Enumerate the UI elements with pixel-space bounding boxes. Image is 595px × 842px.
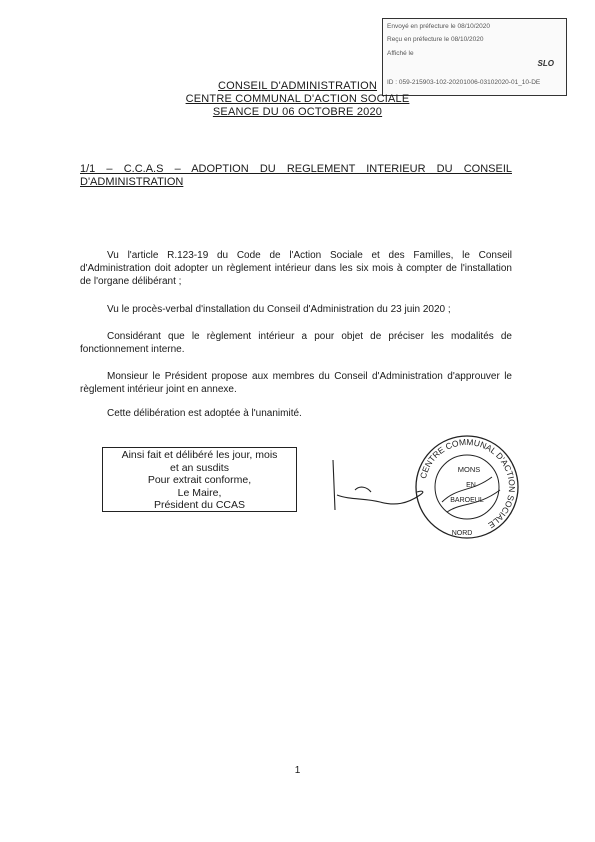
signature-block	[102, 447, 297, 512]
stamp-sent-line: Envoyé en préfecture le 08/10/2020	[387, 23, 490, 30]
header-ccas: CENTRE COMMUNAL D'ACTION SOCIALE	[185, 93, 410, 105]
seal-baroeul: BAROEUL	[450, 497, 484, 504]
stamp-received-line: Reçu en préfecture le 08/10/2020	[387, 36, 484, 43]
header-session-date: SEANCE DU 06 OCTOBRE 2020	[212, 106, 383, 118]
signature-line-5: Président du CCAS	[153, 499, 246, 511]
header-council: CONSEIL D'ADMINISTRATION	[217, 80, 378, 92]
seal-en: EN	[466, 482, 476, 489]
paragraph-proposal: Monsieur le Président propose aux membres du Conseil d'Administration d'approuver le règlement intérieur joint en annexe.	[80, 371, 512, 395]
page-number: 1	[294, 765, 301, 776]
paragraph-minutes: Vu le procès-verbal d'installation du Conseil d'Administration du 23 juin 2020 ;	[107, 304, 451, 315]
signature-line-1: Ainsi fait et délibéré les jour, mois	[121, 449, 278, 461]
paragraph-purpose: Considérant que le règlement intérieur a pour objet de préciser les modalités de fonctionnement interne.	[80, 331, 512, 355]
document-header	[0, 80, 595, 119]
stamp-logo: SLO	[537, 59, 554, 68]
signature-text	[103, 449, 296, 512]
official-seal	[412, 432, 522, 542]
deliberation-title: 1/1 – C.C.A.S – ADOPTION DU REGLEMENT INTERIEUR DU CONSEIL D'ADMINISTRATION	[80, 163, 512, 188]
stamp-posted-line: Affiché le	[387, 50, 414, 57]
signature-line-4: Le Maire,	[177, 486, 222, 499]
signature-line-2: et an susdits	[170, 461, 229, 474]
stamp-id-line: ID : 059-215903-102-20201006-03102020-01_10-DE	[387, 79, 541, 86]
signature-line-3: Pour extrait conforme,	[147, 474, 252, 486]
seal-nord: NORD	[451, 530, 473, 537]
paragraph-legal-basis: Vu l'article R.123-19 du Code de l'Action Sociale et des Familles, le Conseil d'Administration doit adopter un règlement intérieur dans les six mois à compter de l'installation de l'organe délibérant ;	[80, 250, 512, 287]
paragraph-adoption: Cette délibération est adoptée à l'unanimité.	[107, 408, 302, 419]
seal-ring-text: CENTRE COMMUNAL D'ACTION SOCIALE	[417, 436, 518, 531]
seal-town: MONS	[457, 465, 481, 474]
